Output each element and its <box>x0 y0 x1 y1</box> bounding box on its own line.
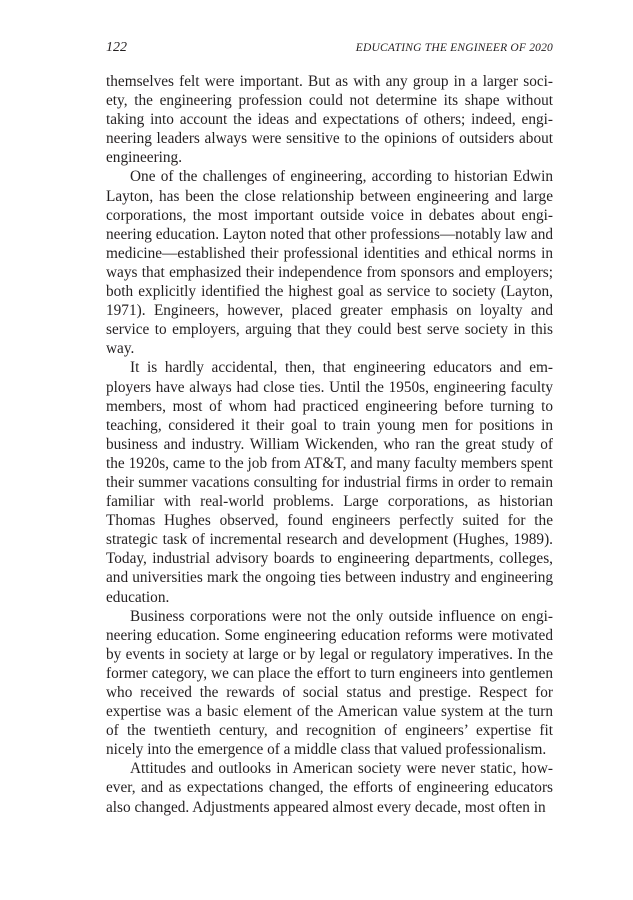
paragraph-educators-employers: It is hardly accidental, then, that engineering educators and employers have always had close ties. Until the 1950s, engineering faculty members, most of whom had practiced engineering before turning to teaching, considered it their goal to train young men for positions in business and industry. William Wickenden, who ran the great study of the 1920s, came to the job from AT&T, and many faculty members spent their summer vacations consulting for industrial firms in order to remain familiar with real-world problems. Large corporations, as historian Thomas Hughes observed, found engineers perfectly suited for the strategic task of incremental research and development (Hughes, 1989). Today, industrial advisory boards to engineering departments, colleges, and universities mark the ongoing ties between industry and engineering education. <box>106 359 553 606</box>
paragraph-continuation: themselves felt were important. But as with any group in a larger society, the engineering profession could not determine its shape without taking into account the ideas and expectations of others; indeed, engineering leaders always were sensitive to the opinions of outsiders about engineering. <box>106 73 553 167</box>
paragraph-attitudes: Attitudes and outlooks in American society were never static, however, and as expectations changed, the efforts of engineering educators also changed. Adjustments appeared almost every decade, most often in <box>106 760 553 816</box>
body-text <box>106 72 553 817</box>
running-header <box>106 38 553 58</box>
page-number: 122 <box>106 40 127 55</box>
running-title: EDUCATING THE ENGINEER OF 2020 <box>355 42 553 54</box>
paragraph-layton: One of the challenges of engineering, according to historian Edwin Layton, has been the close relationship between engineering and large corporations, the most important outside voice in debates about engineering education. Layton noted that other professions—notably law and medicine—established their professional identities and ethical norms in ways that emphasized their independence from sponsors and employers; both explicitly identified the highest goal as service to society (Layton, 1971). Engineers, however, placed greater emphasis on loyalty and service to employers, arguing that they could best serve society in this way. <box>106 168 553 358</box>
paragraph-outside-influence: Business corporations were not the only outside influence on engineering education. Some engineering education reforms were motivated by events in society at large or by legal or regulatory imperatives. In the former category, we can place the effort to turn engineers into gentlemen who received the rewards of social status and prestige. Respect for expertise was a basic element of the American value system at the turn of the twentieth century, and recognition of engineers’ expertise fit nicely into the emergence of a middle class that valued professionalism. <box>106 607 553 759</box>
